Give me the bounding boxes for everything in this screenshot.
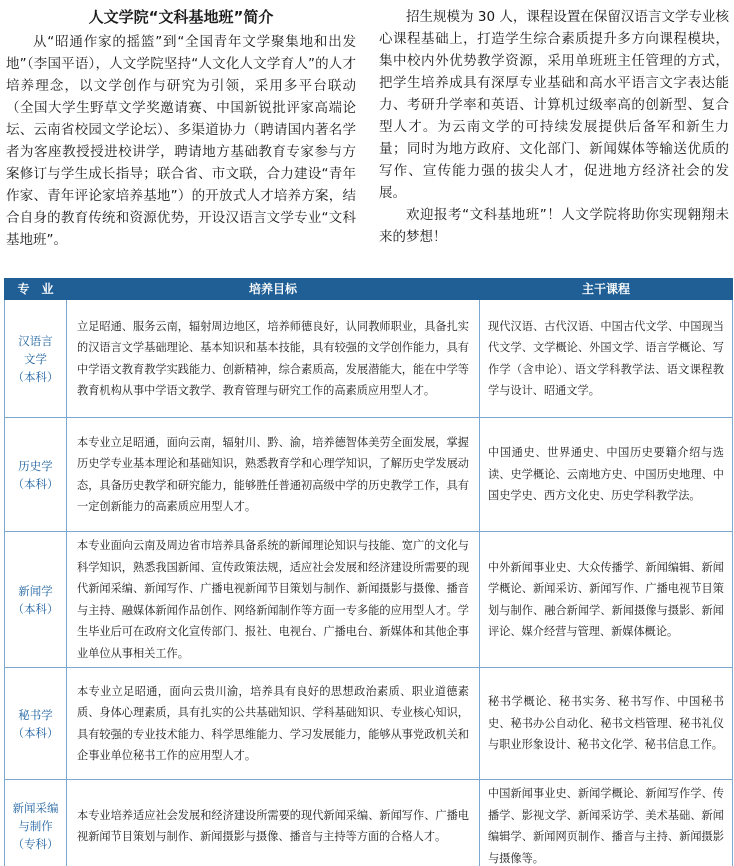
course-cell: 秘书学概论、秘书实务、秘书写作、中国秘书史、秘书办公自动化、秘书文档管理、秘书礼仪与职业形象设计、秘书文化学、秘书信息工作。 <box>480 668 733 780</box>
major-cell <box>5 418 67 532</box>
goal-cell: 本专业面向云南及周边省市培养具备系统的新闻理论知识与技能、宽广的文化与科学知识，熟悉我国新闻、宣传政策法规，适应社会发展和经济建设所需要的现代新闻采编、新闻写作、广播电视新闻节目策划与制作、新闻摄影与摄像、播音与主持、融媒体新闻作品创作、网络新闻制作等方面一专多能的应用型人才。学生毕业后可在政府文化宣传部门、报社、电视台、广播电台、新媒体和其他企事业单位从事相关工作。 <box>67 532 480 668</box>
header-major: 专 业 <box>5 279 67 300</box>
goal-cell: 立足昭通、服务云南，辐射周边地区，培养师德良好，认同教师职业，具备扎实的汉语言文学基础理论、基本知识和基本技能，具有较强的文学创作能力，具有中学语文教育教学实践能力、创新精神，综合素质高，发展潜能大，能在中学等教育机构从事中学语文教学、教育管理与研究工作的高素质应用型人才。 <box>67 300 480 418</box>
intro-section <box>0 0 734 278</box>
major-level: （本科） <box>12 369 59 384</box>
major-cell <box>5 300 67 418</box>
major-level: （专科） <box>12 837 59 851</box>
intro-right-column <box>379 6 729 248</box>
table-row <box>5 668 733 780</box>
table-row <box>5 418 733 532</box>
major-name: 历史学 <box>18 458 53 473</box>
intro-title: 人文学院“文科基地班”简介 <box>88 8 274 26</box>
major-level: （本科） <box>12 601 59 616</box>
table-row <box>5 780 733 866</box>
major-name: 汉语言文学 <box>18 333 53 366</box>
course-cell: 中外新闻事业史、大众传播学、新闻编辑、新闻学概论、新闻采访、新闻写作、广播电视节目策划与制作、融合新闻学、新闻摄像与摄影、新闻评论、媒介经营与管理、新媒体概论。 <box>480 532 733 668</box>
table-row <box>5 532 733 668</box>
intro-paragraph-3: 欢迎报考“文科基地班”！人文学院将助你实现翱翔未来的梦想！ <box>379 207 729 245</box>
course-cell: 现代汉语、古代汉语、中国古代文学、中国现当代文学、文学概论、外国文学、语言学概论、写作学（含申论）、语文学科教学法、语文课程教学与设计、昭通文学。 <box>480 300 733 418</box>
major-name: 新闻学 <box>18 583 53 598</box>
intro-paragraph-2: 招生规模为 30 人，课程设置在保留汉语言文学专业核心课程基础上，打造学生综合素质提升多方向课程模块，集中校内外优势教学资源，采用单班班主任管理的方式，把学生培养成具有深厚专业基础和高水平语言文字表达能力、考研升学率和英语、计算机过级率高的创新型、复合型人才。为云南文学的可持续发展提供后备军和新生力量；同时为地方政府、文化部门、新闻媒体等输送优质的写作、宣传能力强的拔尖人才，促进地方经济社会的发展。 <box>379 9 729 201</box>
major-cell <box>5 668 67 780</box>
header-goal: 培养目标 <box>67 279 480 300</box>
course-cell: 中国通史、世界通史、中国历史要籍介绍与选读、史学概论、云南地方史、中国历史地理、中国史学史、西方文化史、历史学科教学法。 <box>480 418 733 532</box>
intro-paragraph-1: 从“昭通作家的摇篮”到“全国青年文学聚集地和出发地”（李国平语），人文学院坚持“人文化人文学育人”的人才培养理念，以文学创作与研究为引领，采用多平台联动（全国大学生野草文学奖邀请赛、中国新锐批评家高端论坛、云南省校园文学论坛）、多渠道协力（聘请国内著名学者为客座教授授进校讲学，聘请地方基础教育专家参与方案修订与学生成长指导；联合省、市文联，合力建设“青年作家、青年评论家培养基地”）的开放式人才培养方案，结合自身的教育传统和资源优势，开设汉语言文学专业“文科基地班”。 <box>6 34 356 248</box>
course-cell: 中国新闻事业史、新闻学概论、新闻写作学、传播学、影视文学、新闻采访学、美术基础、新闻编辑学、新闻网页制作、播音与主持、新闻摄影与摄像等。 <box>480 780 733 866</box>
goal-cell: 本专业立足昭通，面向云南，辐射川、黔、渝，培养德智体美劳全面发展，掌握历史学专业基本理论和基础知识，熟悉教育学和心理学知识，了解历史学发展动态，具备历史教学和研究能力，能够胜任普通初高级中学的历史教学工作，具有一定创新能力的高素质应用型人才。 <box>67 418 480 532</box>
goal-cell: 本专业培养适应社会发展和经济建设所需要的现代新闻采编、新闻写作、广播电视新闻节目策划与制作、新闻摄影与摄像、播音与主持等方面的合格人才。 <box>67 780 480 866</box>
goal-cell: 本专业立足昭通，面向云贵川渝，培养具有良好的思想政治素质、职业道德素质、身体心理素质，具有扎实的公共基础知识、学科基础知识、专业核心知识，具有较强的专业技术能力、科学思维能力、学习发展能力，能够从事党政机关和企事业单位秘书工作的应用型人才。 <box>67 668 480 780</box>
major-cell <box>5 532 67 668</box>
majors-table <box>4 278 732 866</box>
intro-left-column <box>6 6 356 251</box>
table-header-row <box>5 279 733 300</box>
header-course: 主干课程 <box>480 279 733 300</box>
table-row <box>5 300 733 418</box>
major-name: 秘书学 <box>18 707 53 722</box>
major-cell <box>5 780 67 866</box>
major-name: 新闻采编与制作 <box>12 801 59 833</box>
major-level: （本科） <box>12 476 59 491</box>
major-level: （本科） <box>12 725 59 740</box>
